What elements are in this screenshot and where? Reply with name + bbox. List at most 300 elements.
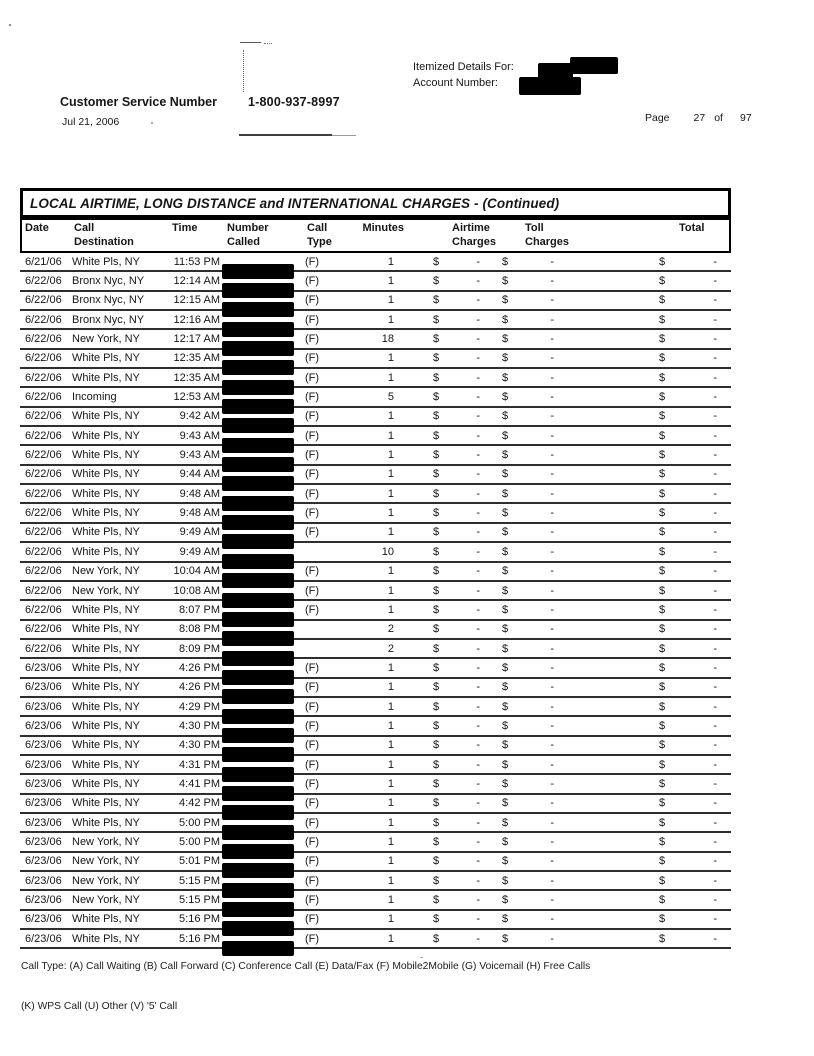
call-minutes: 1 (387, 603, 394, 616)
currency-symbol: $ (433, 894, 440, 907)
scan-artifact (151, 122, 153, 124)
airtime-amount: - (476, 507, 480, 520)
currency-symbol: $ (433, 874, 440, 887)
call-minutes: 1 (387, 410, 394, 423)
call-type: (F) (305, 275, 320, 288)
airtime-amount: - (476, 255, 480, 268)
call-destination: New York, NY (72, 565, 140, 578)
airtime-amount: - (476, 816, 480, 829)
call-minutes: 1 (387, 661, 394, 674)
call-type: (F) (305, 855, 320, 868)
call-date: 6/22/06 (25, 429, 62, 442)
call-destination: White Pls, NY (72, 816, 140, 829)
call-record-row (20, 524, 731, 543)
call-time: 4:31 PM (179, 758, 220, 771)
call-record-row (20, 679, 731, 698)
toll-amount: - (550, 429, 554, 442)
header-number-called: Number Called (227, 222, 269, 248)
total-cell (592, 314, 725, 326)
airtime-charges-cell (402, 604, 496, 616)
total-amount: - (713, 835, 717, 848)
toll-amount: - (550, 275, 554, 288)
call-record-row (20, 621, 731, 640)
airtime-amount: - (476, 777, 480, 790)
call-destination: White Pls, NY (72, 661, 140, 674)
toll-amount: - (550, 371, 554, 384)
call-minutes: 1 (387, 932, 394, 945)
toll-amount: - (550, 913, 554, 926)
call-type: (F) (305, 410, 320, 423)
total-amount: - (713, 275, 717, 288)
call-minutes: 1 (387, 913, 394, 926)
total-amount: - (713, 507, 717, 520)
toll-charges-cell (496, 623, 592, 635)
call-minutes: 1 (387, 313, 394, 326)
call-type: (F) (305, 333, 320, 346)
currency-symbol: $ (433, 371, 440, 384)
toll-charges-cell (496, 662, 592, 674)
total-cell (592, 275, 725, 287)
call-type: (F) (305, 584, 320, 597)
call-record-row (20, 814, 731, 833)
call-destination: White Pls, NY (72, 545, 140, 558)
call-time: 5:00 PM (179, 835, 220, 848)
currency-symbol: $ (502, 313, 509, 326)
call-date: 6/23/06 (25, 913, 62, 926)
total-cell (592, 468, 725, 480)
header-total: Total (679, 222, 705, 234)
call-time: 9:49 AM (179, 545, 220, 558)
page-total: 97 (739, 112, 752, 124)
total-cell (592, 759, 725, 771)
total-amount: - (713, 913, 717, 926)
airtime-charges-cell (402, 933, 496, 945)
total-amount: - (713, 429, 717, 442)
header-date: Date (25, 222, 49, 234)
airtime-amount: - (476, 913, 480, 926)
currency-symbol: $ (659, 855, 666, 868)
toll-charges-cell (496, 526, 592, 538)
airtime-charges-cell (402, 352, 496, 364)
currency-symbol: $ (502, 777, 509, 790)
toll-amount: - (550, 835, 554, 848)
call-record-row (20, 369, 731, 388)
total-cell (592, 449, 725, 461)
airtime-charges-cell (402, 391, 496, 403)
call-type: (F) (305, 661, 320, 674)
redacted-phone-number (222, 631, 294, 646)
itemized-details-label: Itemized Details For: (413, 61, 514, 73)
total-cell (592, 894, 725, 906)
call-record-row (20, 272, 731, 291)
call-destination: White Pls, NY (72, 913, 140, 926)
call-type: (F) (305, 603, 320, 616)
call-minutes: 1 (387, 487, 394, 500)
scan-artifact (9, 24, 11, 26)
airtime-charges-cell (402, 759, 496, 771)
call-record-row (20, 485, 731, 504)
table-header-row (20, 218, 731, 253)
currency-symbol: $ (433, 507, 440, 520)
call-date: 6/22/06 (25, 584, 62, 597)
currency-symbol: $ (659, 874, 666, 887)
airtime-amount: - (476, 429, 480, 442)
airtime-amount: - (476, 855, 480, 868)
total-cell (592, 410, 725, 422)
call-destination: White Pls, NY (72, 449, 140, 462)
redacted-phone-number (222, 670, 294, 685)
call-record-row (20, 737, 731, 756)
call-record-row (20, 659, 731, 678)
total-amount: - (713, 797, 717, 810)
call-date: 6/22/06 (25, 487, 62, 500)
page-indicator (645, 112, 752, 124)
currency-symbol: $ (502, 545, 509, 558)
currency-symbol: $ (659, 623, 666, 636)
call-destination: New York, NY (72, 333, 140, 346)
call-date: 6/23/06 (25, 797, 62, 810)
call-record-row (20, 698, 731, 717)
call-type: (F) (305, 874, 320, 887)
call-time: 4:26 PM (179, 681, 220, 694)
toll-charges-cell (496, 817, 592, 829)
call-minutes: 18 (381, 333, 394, 346)
total-amount: - (713, 449, 717, 462)
call-date: 6/23/06 (25, 835, 62, 848)
airtime-charges-cell (402, 797, 496, 809)
call-date: 6/23/06 (25, 739, 62, 752)
call-time: 10:08 AM (173, 584, 220, 597)
call-date: 6/22/06 (25, 294, 62, 307)
airtime-charges-cell (402, 333, 496, 345)
call-date: 6/23/06 (25, 932, 62, 945)
airtime-amount: - (476, 294, 480, 307)
toll-amount: - (550, 526, 554, 539)
call-record-row (20, 601, 731, 620)
call-destination: New York, NY (72, 874, 140, 887)
call-minutes: 1 (387, 894, 394, 907)
currency-symbol: $ (659, 410, 666, 423)
charges-table (20, 188, 731, 949)
total-cell (592, 681, 725, 693)
scan-artifact (239, 134, 332, 136)
currency-symbol: $ (433, 275, 440, 288)
toll-amount: - (550, 661, 554, 674)
header-airtime-charges: Airtime Charges (452, 222, 497, 248)
toll-amount: - (550, 797, 554, 810)
currency-symbol: $ (502, 700, 509, 713)
redacted-phone-number (222, 322, 294, 337)
currency-symbol: $ (433, 313, 440, 326)
redacted-phone-number (222, 921, 294, 936)
airtime-charges-cell (402, 275, 496, 287)
total-amount: - (713, 758, 717, 771)
currency-symbol: $ (502, 835, 509, 848)
redacted-phone-number (222, 457, 294, 472)
toll-charges-cell (496, 507, 592, 519)
currency-symbol: $ (433, 719, 440, 732)
currency-symbol: $ (433, 352, 440, 365)
call-record-row (20, 911, 731, 930)
toll-amount: - (550, 352, 554, 365)
call-record-row (20, 446, 731, 465)
total-amount: - (713, 352, 717, 365)
call-minutes: 1 (387, 874, 394, 887)
total-cell (592, 430, 725, 442)
call-record-row (20, 775, 731, 794)
toll-charges-cell (496, 797, 592, 809)
currency-symbol: $ (502, 681, 509, 694)
currency-symbol: $ (659, 565, 666, 578)
airtime-charges-cell (402, 623, 496, 635)
call-time: 9:43 AM (179, 429, 220, 442)
call-minutes: 2 (387, 623, 394, 636)
currency-symbol: $ (502, 429, 509, 442)
currency-symbol: $ (502, 855, 509, 868)
toll-charges-cell (496, 681, 592, 693)
toll-charges-cell (496, 565, 592, 577)
redacted-phone-number (222, 728, 294, 743)
airtime-amount: - (476, 584, 480, 597)
toll-amount: - (550, 545, 554, 558)
toll-amount: - (550, 410, 554, 423)
call-minutes: 1 (387, 468, 394, 481)
call-time: 12:14 AM (173, 275, 220, 288)
call-type: (F) (305, 797, 320, 810)
redacted-phone-number (222, 689, 294, 704)
call-date: 6/21/06 (25, 255, 62, 268)
redacted-phone-number (222, 380, 294, 395)
total-cell (592, 817, 725, 829)
redacted-phone-number (222, 302, 294, 317)
call-time: 8:08 PM (179, 623, 220, 636)
total-cell (592, 701, 725, 713)
toll-charges-cell (496, 933, 592, 945)
total-amount: - (713, 719, 717, 732)
call-destination: White Pls, NY (72, 700, 140, 713)
page-current: 27 (693, 112, 706, 124)
currency-symbol: $ (433, 642, 440, 655)
call-type: (F) (305, 429, 320, 442)
total-cell (592, 488, 725, 500)
currency-symbol: $ (502, 507, 509, 520)
toll-amount: - (550, 313, 554, 326)
call-minutes: 1 (387, 507, 394, 520)
total-cell (592, 623, 725, 635)
redacted-phone-number (222, 902, 294, 917)
airtime-charges-cell (402, 507, 496, 519)
redacted-phone-number (222, 709, 294, 724)
redacted-phone-number (222, 515, 294, 530)
redacted-phone-number (222, 786, 294, 801)
total-amount: - (713, 371, 717, 384)
currency-symbol: $ (659, 545, 666, 558)
call-time: 4:41 PM (179, 777, 220, 790)
redacted-phone-number (222, 534, 294, 549)
call-minutes: 1 (387, 758, 394, 771)
total-cell (592, 643, 725, 655)
currency-symbol: $ (433, 584, 440, 597)
call-type: (F) (305, 719, 320, 732)
currency-symbol: $ (659, 932, 666, 945)
total-cell (592, 391, 725, 403)
total-cell (592, 836, 725, 848)
call-minutes: 2 (387, 642, 394, 655)
call-time: 5:16 PM (179, 932, 220, 945)
total-amount: - (713, 700, 717, 713)
call-minutes: 1 (387, 855, 394, 868)
call-date: 6/23/06 (25, 700, 62, 713)
table-title: LOCAL AIRTIME, LONG DISTANCE and INTERNATIONAL CHARGES - (Continued) (20, 188, 731, 218)
header-minutes: Minutes (362, 222, 404, 234)
redacted-phone-number (222, 418, 294, 433)
currency-symbol: $ (502, 449, 509, 462)
call-record-row (20, 756, 731, 775)
total-amount: - (713, 932, 717, 945)
redacted-phone-number (222, 825, 294, 840)
call-time: 9:48 AM (179, 487, 220, 500)
airtime-charges-cell (402, 701, 496, 713)
redacted-phone-number (222, 283, 294, 298)
currency-symbol: $ (659, 255, 666, 268)
call-destination: White Pls, NY (72, 468, 140, 481)
currency-symbol: $ (433, 797, 440, 810)
toll-amount: - (550, 932, 554, 945)
toll-charges-cell (496, 875, 592, 887)
toll-charges-cell (496, 372, 592, 384)
airtime-charges-cell (402, 314, 496, 326)
call-date: 6/22/06 (25, 313, 62, 326)
currency-symbol: $ (433, 758, 440, 771)
currency-symbol: $ (433, 661, 440, 674)
currency-symbol: $ (433, 449, 440, 462)
total-amount: - (713, 410, 717, 423)
toll-charges-cell (496, 585, 592, 597)
call-record-row (20, 350, 731, 369)
call-minutes: 1 (387, 719, 394, 732)
airtime-charges-cell (402, 643, 496, 655)
airtime-amount: - (476, 700, 480, 713)
call-minutes: 10 (381, 545, 394, 558)
call-time: 10:04 AM (173, 565, 220, 578)
toll-amount: - (550, 294, 554, 307)
redacted-phone-number (222, 805, 294, 820)
currency-symbol: $ (502, 255, 509, 268)
call-minutes: 1 (387, 526, 394, 539)
airtime-amount: - (476, 661, 480, 674)
call-minutes: 1 (387, 565, 394, 578)
airtime-charges-cell (402, 430, 496, 442)
airtime-amount: - (476, 449, 480, 462)
currency-symbol: $ (433, 333, 440, 346)
toll-charges-cell (496, 256, 592, 268)
total-cell (592, 662, 725, 674)
currency-symbol: $ (502, 352, 509, 365)
call-time: 4:30 PM (179, 719, 220, 732)
redacted-phone-number (222, 941, 294, 956)
toll-charges-cell (496, 739, 592, 751)
toll-charges-cell (496, 759, 592, 771)
airtime-charges-cell (402, 294, 496, 306)
total-amount: - (713, 584, 717, 597)
airtime-charges-cell (402, 778, 496, 790)
currency-symbol: $ (502, 487, 509, 500)
call-type: (F) (305, 565, 320, 578)
call-date: 6/23/06 (25, 681, 62, 694)
call-time: 4:26 PM (179, 661, 220, 674)
currency-symbol: $ (502, 874, 509, 887)
airtime-amount: - (476, 797, 480, 810)
call-destination: White Pls, NY (72, 623, 140, 636)
total-cell (592, 372, 725, 384)
total-amount: - (713, 894, 717, 907)
call-type: (F) (305, 391, 320, 404)
call-type: (F) (305, 758, 320, 771)
airtime-charges-cell (402, 836, 496, 848)
customer-service-label: Customer Service Number (60, 95, 218, 109)
redacted-phone-number (222, 554, 294, 569)
call-destination: White Pls, NY (72, 352, 140, 365)
redacted-phone-number (222, 360, 294, 375)
call-time: 8:07 PM (179, 603, 220, 616)
call-type: (F) (305, 894, 320, 907)
airtime-amount: - (476, 313, 480, 326)
call-date: 6/22/06 (25, 507, 62, 520)
call-type: (F) (305, 487, 320, 500)
redacted-account-number (519, 77, 581, 95)
toll-amount: - (550, 487, 554, 500)
airtime-amount: - (476, 932, 480, 945)
call-time: 8:09 PM (179, 642, 220, 655)
currency-symbol: $ (433, 294, 440, 307)
redacted-phone-number (222, 844, 294, 859)
toll-amount: - (550, 700, 554, 713)
currency-symbol: $ (659, 739, 666, 752)
call-time: 5:01 PM (179, 855, 220, 868)
currency-symbol: $ (502, 294, 509, 307)
currency-symbol: $ (659, 719, 666, 732)
currency-symbol: $ (433, 855, 440, 868)
toll-amount: - (550, 565, 554, 578)
currency-symbol: $ (659, 681, 666, 694)
total-cell (592, 294, 725, 306)
currency-symbol: $ (659, 835, 666, 848)
airtime-charges-cell (402, 526, 496, 538)
redacted-phone-number (222, 767, 294, 782)
call-time: 4:29 PM (179, 700, 220, 713)
total-amount: - (713, 294, 717, 307)
call-type: (F) (305, 526, 320, 539)
airtime-amount: - (476, 487, 480, 500)
call-date: 6/22/06 (25, 371, 62, 384)
call-minutes: 1 (387, 449, 394, 462)
scan-artifact (332, 135, 356, 136)
toll-charges-cell (496, 314, 592, 326)
toll-charges-cell (496, 701, 592, 713)
call-date: 6/23/06 (25, 661, 62, 674)
total-amount: - (713, 642, 717, 655)
call-destination: White Pls, NY (72, 777, 140, 790)
call-date: 6/22/06 (25, 352, 62, 365)
currency-symbol: $ (433, 526, 440, 539)
airtime-charges-cell (402, 662, 496, 674)
header-time: Time (172, 222, 198, 234)
call-destination: White Pls, NY (72, 642, 140, 655)
call-minutes: 1 (387, 816, 394, 829)
call-destination: White Pls, NY (72, 681, 140, 694)
call-record-row (20, 795, 731, 814)
currency-symbol: $ (502, 371, 509, 384)
